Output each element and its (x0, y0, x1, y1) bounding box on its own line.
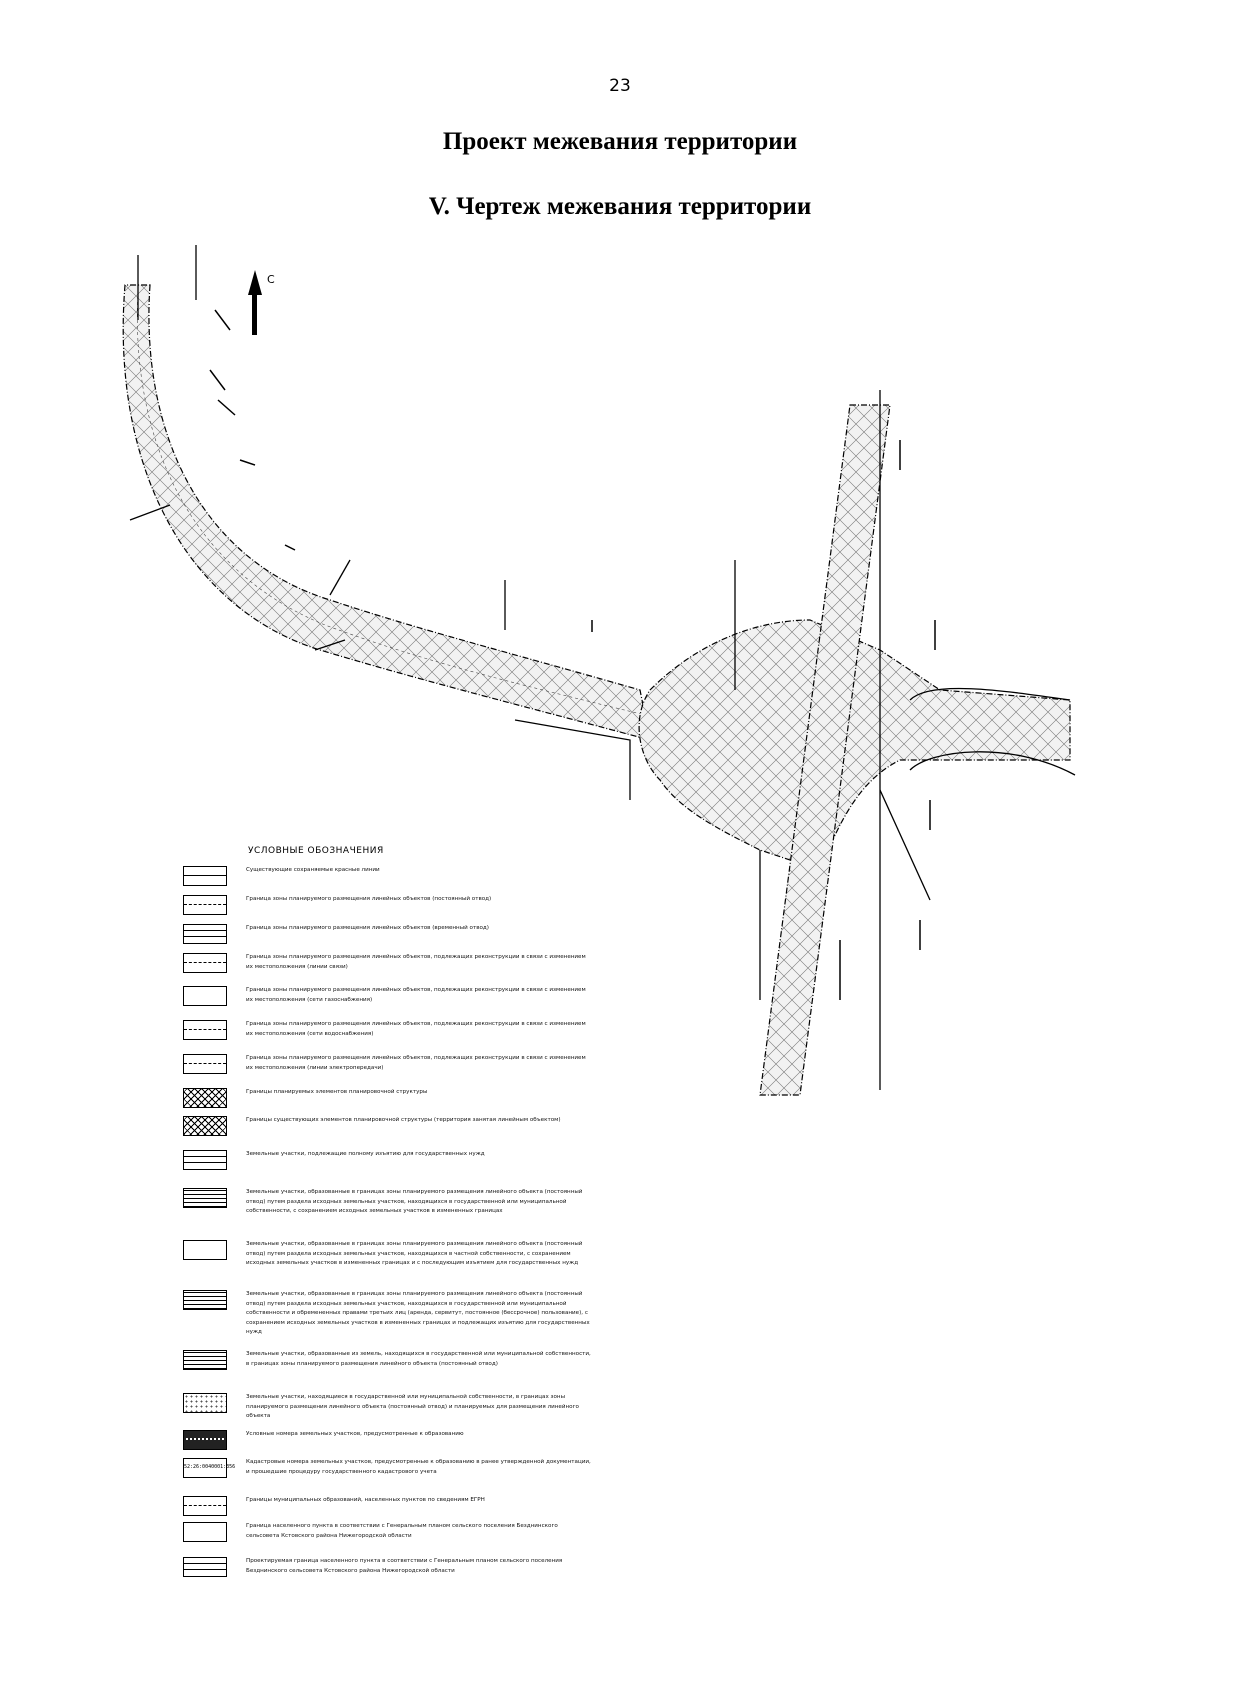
document-subtitle: V. Чертеж межевания территории (428, 193, 812, 220)
legend-item-text: Существующие сохраняемые красные линии (246, 867, 380, 873)
legend-swatch (183, 1557, 227, 1577)
legend-item-text: Граница зоны планируемого размещения линейных объектов, подлежащих реконструкции в связи с изменением их местоположения (линии связи) (246, 954, 586, 970)
legend-item-text: Земельные участки, образованные в границах зоны планируемого размещения линейного объекта (постоянный отвод) путем раздела исходных земельных участков, находящихся в государственной или муниципальной собственности и обремененных правами третьих лиц (аренда, сервитут, постоянное (бессрочное) пользование), с сохранением исходных земельных участков в измененных границах и подлежащих изъятию для государственных нужд (246, 1291, 590, 1335)
north-label: С (267, 273, 275, 286)
legend-swatch (183, 924, 227, 944)
legend-item-text: Границы существующих элементов планировочной структуры (территория занятая линейным объектом) (246, 1117, 561, 1123)
road-corridor-curved (123, 285, 650, 740)
cadastral-number-swatch: 52:26:0040001:356 (183, 1458, 227, 1478)
legend-swatch (183, 1240, 227, 1260)
legend-swatch (183, 1020, 227, 1040)
legend-item-text: Условные номера земельных участков, предусмотренные к образованию (246, 1431, 464, 1437)
legend-swatch (183, 1188, 227, 1208)
legend-item-text: Земельные участки, подлежащие полному изъятию для государственных нужд (246, 1151, 485, 1157)
legend-item-text: Границы планируемых элементов планировочной структуры (246, 1089, 428, 1095)
legend-item-text: Земельные участки, образованные из земель, находящихся в государственной или муниципальной собственности, в границах зоны планируемого размещения линейного объекта (постоянный отвод) (246, 1351, 591, 1367)
legend-item-text: Граница населенного пункта в соответствии с Генеральным планом сельского поселения Безднинского сельсовета Кстовского района Нижегородской области (246, 1523, 558, 1539)
legend-swatch (183, 866, 227, 886)
legend-swatch (183, 895, 227, 915)
document-title: Проект межевания территории (442, 128, 798, 155)
legend-swatch (183, 953, 227, 973)
legend-swatch (183, 1393, 227, 1413)
legend-item-text: Границы муниципальных образований, населенных пунктов по сведениям ЕГРН (246, 1497, 485, 1503)
legend-item-text: Граница зоны планируемого размещения линейных объектов, подлежащих реконструкции в связи с изменением их местоположения (сети водоснабжения) (246, 1021, 586, 1037)
legend-item-text: Граница зоны планируемого размещения линейных объектов (постоянный отвод) (246, 896, 492, 902)
legend-item-text: Граница зоны планируемого размещения линейных объектов (временный отвод) (246, 925, 489, 931)
legend-swatch (183, 1290, 227, 1310)
legend-swatch (183, 1522, 227, 1542)
legend-item-text: Граница зоны планируемого размещения линейных объектов, подлежащих реконструкции в связи с изменением их местоположения (линии электропередачи) (246, 1055, 586, 1071)
legend-item-text: Земельные участки, находящиеся в государственной или муниципальной собственности, в границах зоны планируемого размещения линейного объекта (постоянный отвод) и планируемых для размещения линейного объекта (246, 1394, 579, 1419)
north-arrow-icon (248, 270, 262, 335)
legend-swatch (183, 1350, 227, 1370)
legend-item-text: Проектируемая граница населенного пункта в соответствии с Генеральным планом сельского поселения Безднинского сельсовета Кстовского района Нижегородской области (246, 1558, 563, 1574)
legend-title: УСЛОВНЫЕ ОБОЗНАЧЕНИЯ (248, 846, 384, 856)
legend-item-text: Земельные участки, образованные в границах зоны планируемого размещения линейного объекта (постоянный отвод) путем раздела исходных земельных участков, находящихся в частной собственности, с сохранением исходных земельных участков в измененных границах и с последующим изъятием для государственных нужд (246, 1241, 583, 1266)
legend-item-text: Кадастровые номера земельных участков, предусмотренные к образованию в ранее утвержденной документации, и прошедшие процедуру государственного кадастрового учета (246, 1459, 591, 1475)
legend-swatch (183, 986, 227, 1006)
legend-swatch (183, 1430, 227, 1450)
legend-swatch (183, 1088, 227, 1108)
legend-swatch (183, 1054, 227, 1074)
legend-swatch (183, 1116, 227, 1136)
page-number: 23 (609, 76, 631, 96)
legend-swatch (183, 1150, 227, 1170)
legend-item-text: Земельные участки, образованные в границах зоны планируемого размещения линейного объекта (постоянный отвод) путем раздела исходных земельных участков, находящихся в государственной или муниципальной собственности, с сохранением исходных земельных участков в измененных границах (246, 1189, 583, 1214)
legend-swatch (183, 1496, 227, 1516)
legend-item-text: Граница зоны планируемого размещения линейных объектов, подлежащих реконструкции в связи с изменением их местоположения (сети газоснабжения) (246, 987, 586, 1003)
